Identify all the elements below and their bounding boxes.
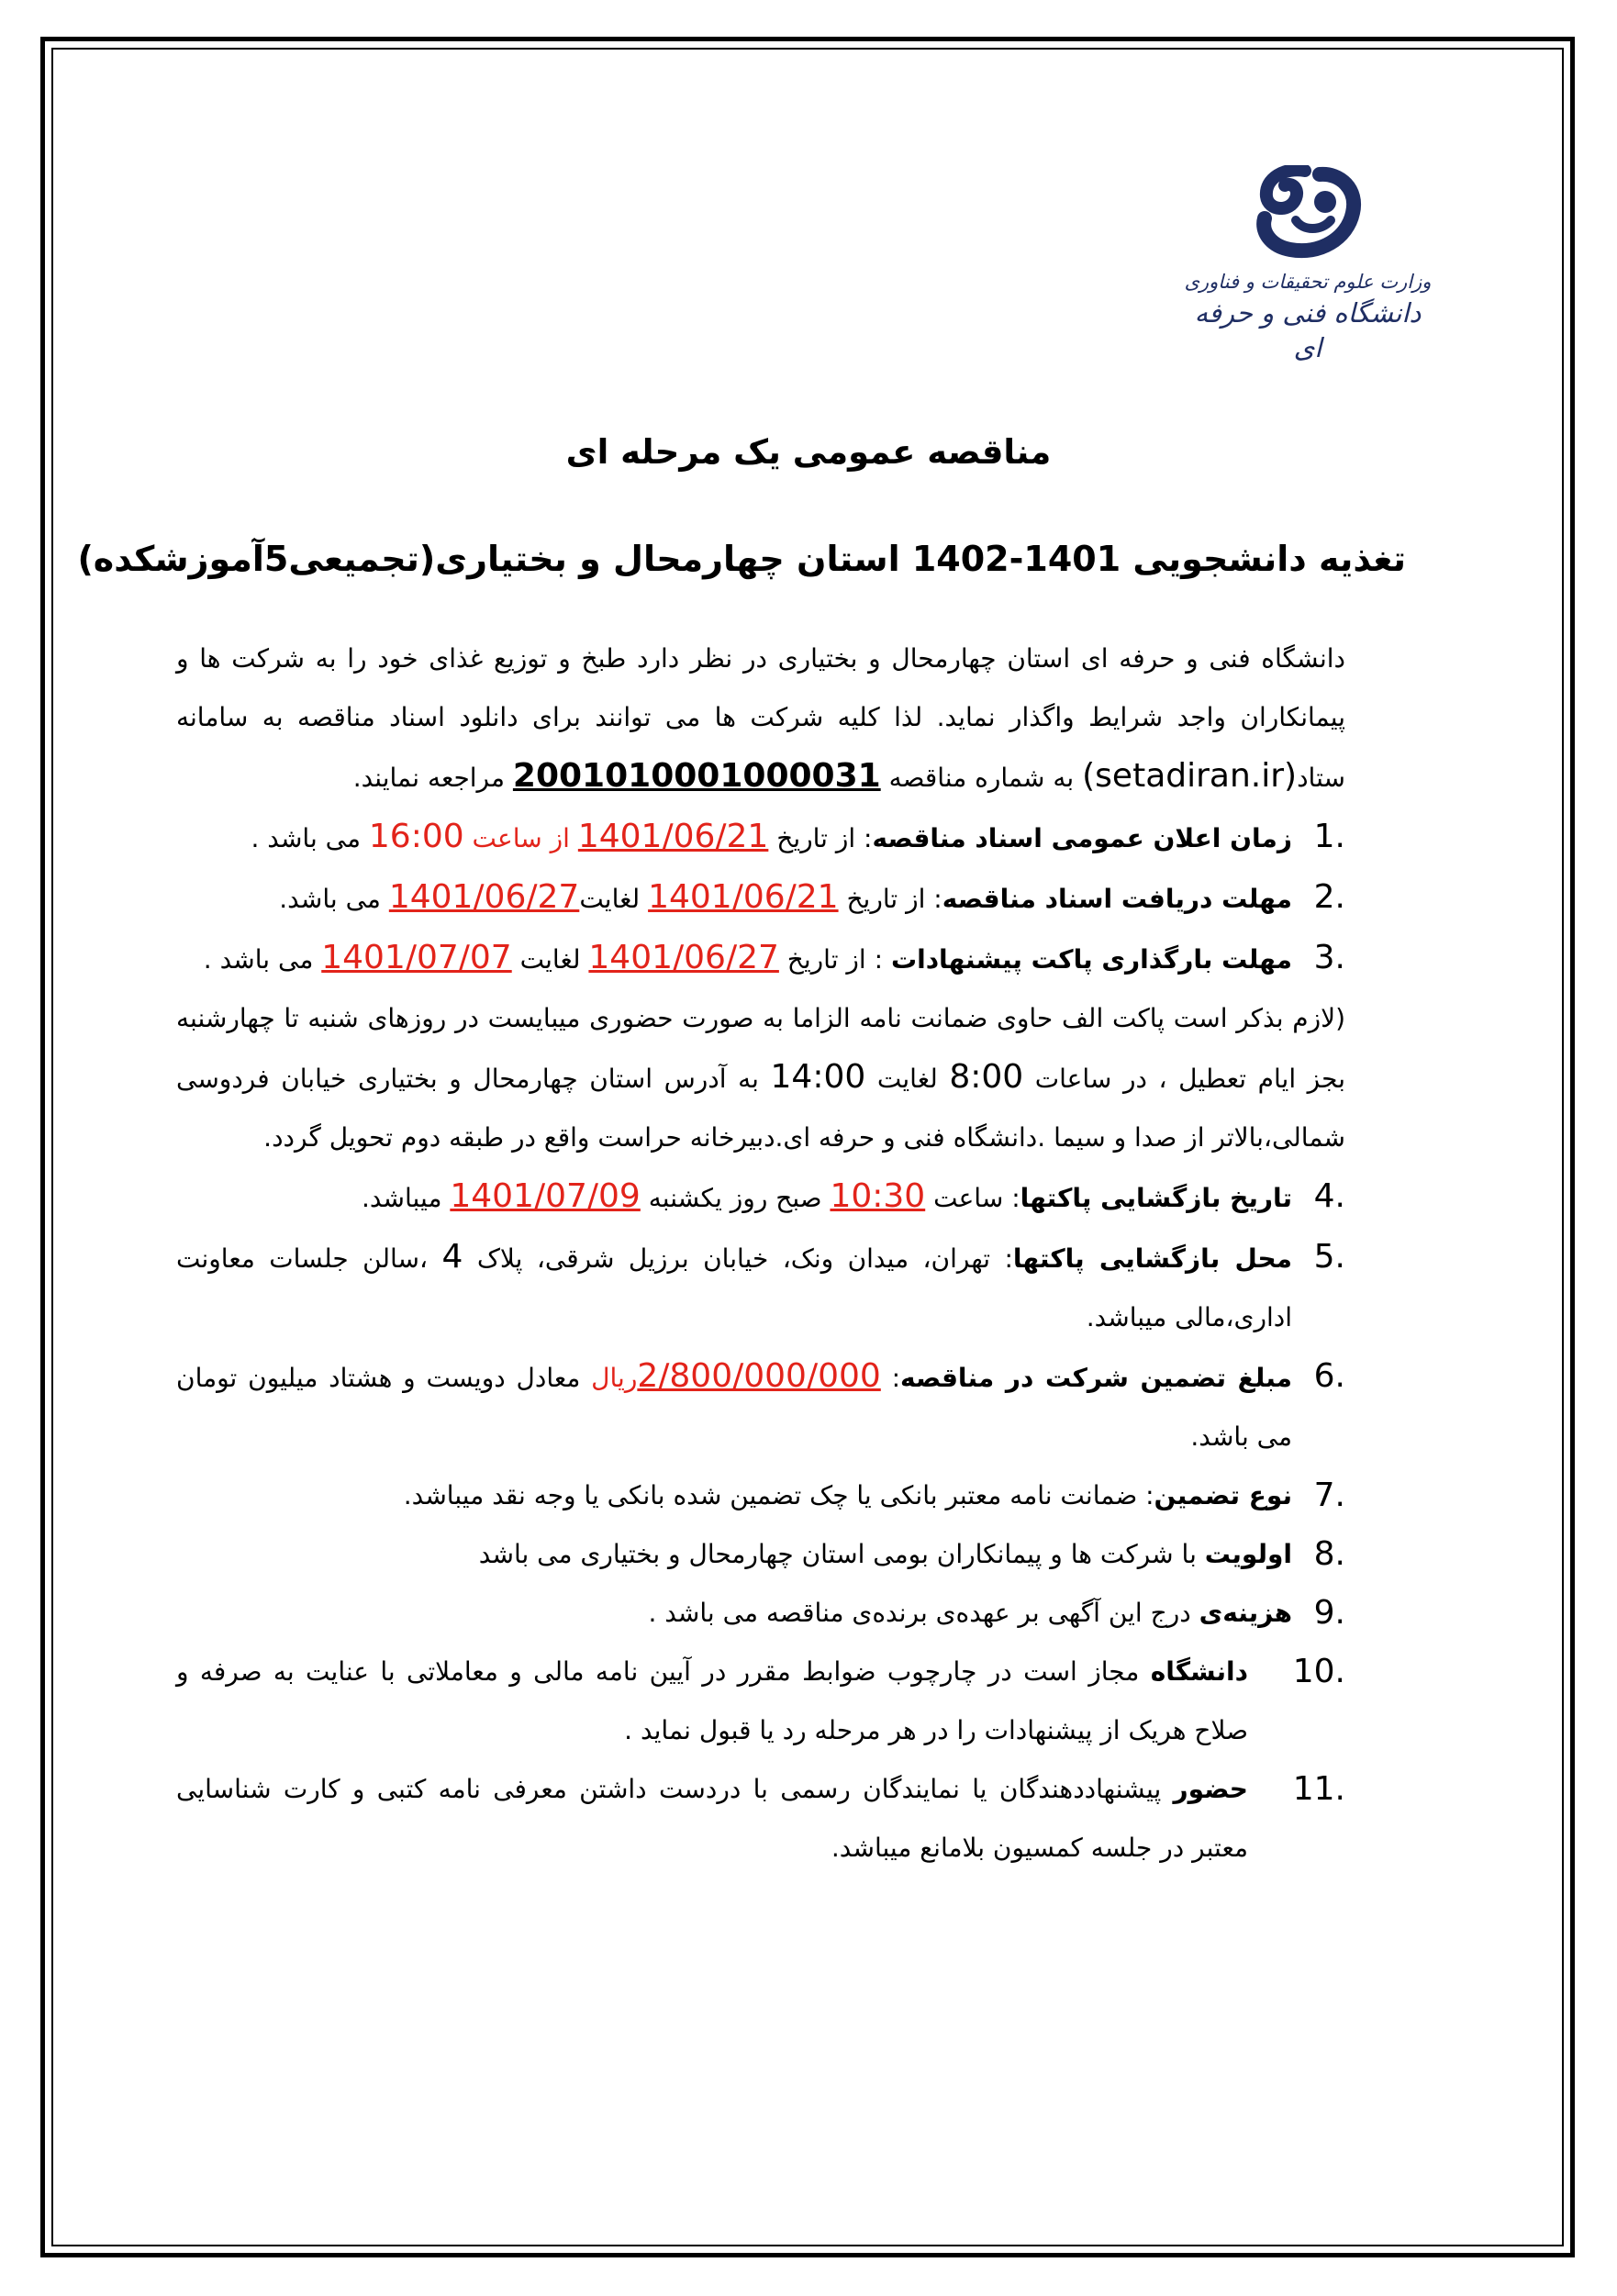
list-item-8 <box>176 1525 1345 1584</box>
list-item-1 <box>176 808 1345 868</box>
item-number: 1. <box>1313 818 1345 855</box>
plaque-number: 4 <box>441 1238 463 1276</box>
item-text: : <box>880 1363 901 1393</box>
note-text: به آدرس استان چهارمحال و بختیاری خیابان فردوسی شمالی،بالاتر از صدا و سیما .دانشگاه فنی و حرفه ای.دبیرخانه حراست واقع در طبقه دوم تحویل گردد. <box>176 1064 1345 1153</box>
item-text: : از تاریخ <box>768 823 873 853</box>
item-text: ،سالن جلسات معاونت اداری،مالی میباشد. <box>176 1243 1292 1332</box>
logo-emblem-icon <box>1239 165 1377 266</box>
receive-start-date: 1401/06/21 <box>648 878 839 916</box>
item-text: : تهران، میدان ونک، خیابان برزیل شرقی، پلاک <box>463 1243 1013 1274</box>
receive-end-date: 1401/06/27 <box>388 878 580 916</box>
list-item-10 <box>176 1643 1345 1760</box>
upload-start-date: 1401/06/27 <box>588 939 779 976</box>
list-item-7 <box>176 1466 1345 1525</box>
opening-time: 10:30 <box>830 1177 926 1215</box>
announcement-body <box>176 630 1345 1878</box>
item-text: می باشد . <box>203 944 322 975</box>
note-time-end: 14:00 <box>770 1058 866 1096</box>
item-number: 6. <box>1313 1357 1345 1395</box>
item-text: لغایت <box>511 944 589 975</box>
note-time-start: 8:00 <box>949 1058 1024 1096</box>
item-label: مبلغ تضمین شرکت در مناقصه <box>900 1363 1292 1393</box>
item-text: از ساعت <box>463 823 578 853</box>
list-item-11 <box>176 1760 1345 1878</box>
item-number: 5. <box>1313 1238 1345 1276</box>
item-number: 8. <box>1313 1535 1345 1573</box>
item-text: درج این آگهی بر عهده‌ی برنده‌ی مناقصه می باشد . <box>648 1598 1199 1628</box>
list-item-5 <box>176 1228 1345 1347</box>
announce-time: 16:00 <box>368 818 464 855</box>
item-label: تاریخ بازگشایی پاکتها <box>1020 1183 1292 1213</box>
item-text: : از تاریخ <box>838 884 942 914</box>
item-label: محل بازگشایی پاکتها <box>1012 1243 1292 1274</box>
item-number: 2. <box>1313 878 1345 916</box>
item-label: حضور <box>1173 1774 1248 1804</box>
item-number: 11. <box>1292 1770 1345 1808</box>
item-text: لغایت <box>579 884 649 914</box>
logo-ministry-text: وزارت علوم تحقیقات و فناوری <box>1184 271 1432 293</box>
item-text: صبح روز یکشنبه <box>640 1183 831 1213</box>
item-text: میباشد. <box>361 1183 451 1213</box>
list-item-2 <box>176 868 1345 929</box>
item-label: مهلت دریافت اسناد مناقصه <box>942 884 1292 914</box>
note-text: (لازم بذکر است پاکت الف حاوی ضمانت نامه الزاما به صورت حضوری میبایست در روزهای شنبه تا چهارشنبه بجز ایام تعطیل ، در ساعات <box>176 1003 1346 1094</box>
item-number: 4. <box>1313 1177 1345 1215</box>
list-item-9 <box>176 1584 1345 1643</box>
announce-date: 1401/06/21 <box>577 818 769 855</box>
upload-end-date: 1401/07/07 <box>321 939 512 976</box>
intro-text-3: مراجعه نمایند. <box>352 763 513 793</box>
item-text: می باشد. <box>279 884 389 914</box>
guarantee-amount: 2/800/000/000 <box>637 1357 881 1395</box>
list-item-4 <box>176 1167 1345 1228</box>
item-text: معادل دویست و هشتاد میلیون تومان می باشد. <box>176 1363 1292 1452</box>
logo-university-text: دانشگاه فنی و حرفه ای <box>1194 297 1422 363</box>
item-number: 9. <box>1313 1594 1345 1632</box>
item-label: نوع تضمین <box>1154 1480 1292 1510</box>
note-text: لغایت <box>865 1064 950 1094</box>
setad-site: (setadiran.ir) <box>1082 757 1298 795</box>
list-item-6 <box>176 1347 1345 1466</box>
item-text: پیشنهاددهندگان یا نمایندگان رسمی با دردست داشتن معرفی نامه کتبی و کارت شناسایی معتبر در جلسه کمسیون بلامانع میباشد. <box>176 1774 1248 1863</box>
page-subtitle: تغذیه دانشجویی 1401-1402 استان چهارمحال و بختیاری(تجمیعی5آموزشکده) <box>77 539 1406 579</box>
item-text: : از تاریخ <box>778 944 891 975</box>
item-number: 7. <box>1313 1477 1345 1514</box>
intro-text: دانشگاه فنی و حرفه ای استان چهارمحال و بختیاری در نظر دارد طبخ و توزیع غذای خود را به شرکت ها و پیمانکاران واجد شرایط واگذار نماید. لذا کلیه شرکت ها می توانند برای دانلود اسناد مناقصه به سامانه ستاد <box>176 643 1345 793</box>
opening-date: 1401/07/09 <box>450 1177 641 1215</box>
university-logo <box>1184 165 1432 363</box>
intro-paragraph <box>176 630 1345 808</box>
item-text: با شرکت ها و پیمانکاران بومی استان چهارمحال و بختیاری می باشد <box>478 1539 1205 1569</box>
page-title: مناقصه عمومی یک مرحله ای <box>565 432 1052 472</box>
intro-text-2: به شماره مناقصه <box>880 763 1083 793</box>
item-number: 10. <box>1292 1653 1345 1690</box>
currency: ریال <box>591 1363 638 1393</box>
item-number: 3. <box>1313 939 1345 976</box>
item-text: : ساعت <box>925 1183 1020 1213</box>
item-label: دانشگاه <box>1150 1656 1248 1687</box>
item-text: می باشد . <box>251 823 369 853</box>
list-item-3 <box>176 929 1345 989</box>
item-label: اولویت <box>1204 1539 1292 1569</box>
item-3-note <box>176 989 1345 1167</box>
item-label: زمان اعلان عمومی اسناد مناقصه <box>872 823 1292 853</box>
item-label: هزینه‌ی <box>1199 1598 1292 1628</box>
item-text: مجاز است در چارچوب ضوابط مقرر در آیین نامه مالی و معاملاتی با عنایت به صرفه و صلاح هریک از پیشنهادات را در هر مرحله رد یا قبول نماید . <box>176 1656 1248 1745</box>
item-text: : ضمانت نامه معتبر بانکی یا چک تضمین شده بانکی یا وجه نقد میباشد. <box>403 1480 1154 1510</box>
tender-number: 2001010001000031 <box>512 757 881 795</box>
item-label: مهلت بارگذاری پاکت پیشنهادات <box>890 944 1292 975</box>
